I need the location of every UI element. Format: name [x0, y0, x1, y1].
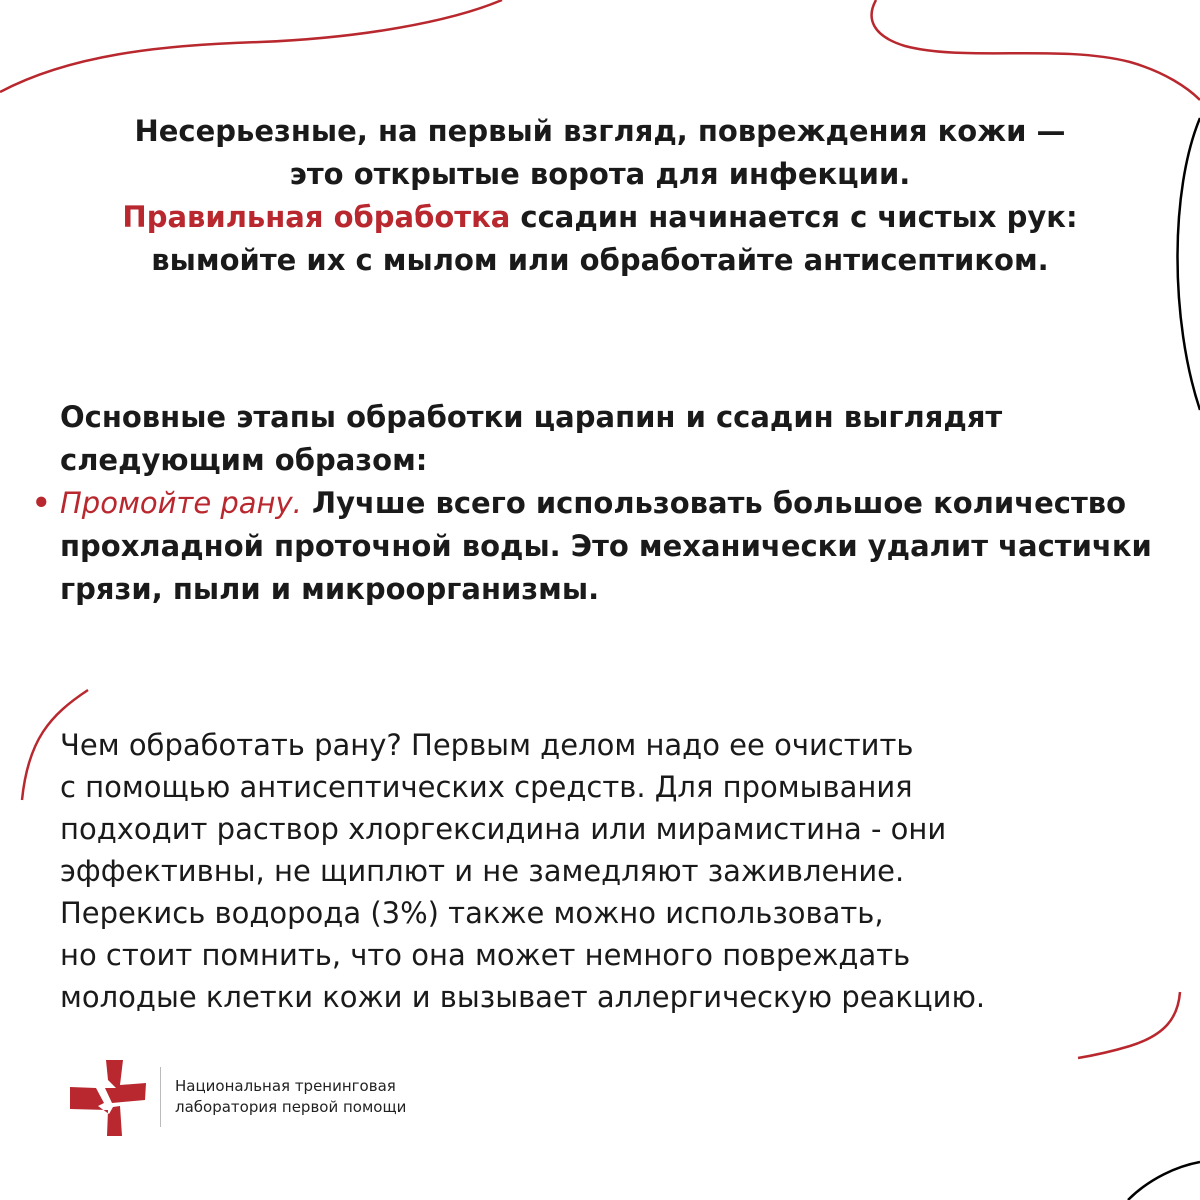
body-line-6: но стоит помнить, что она может немного повреждать — [60, 938, 911, 972]
intro-line-1: Несерьезные, на первый взгляд, повреждения кожи — — [134, 114, 1066, 148]
bullet-icon: • — [32, 486, 51, 520]
body-line-4: эффективны, не щиплют и не замедляют заживление. — [60, 854, 905, 888]
logo-line-2: лаборатория первой помощи — [175, 1098, 407, 1116]
top-right-red-curve — [872, 0, 1200, 100]
top-left-red-curve — [0, 0, 502, 92]
body-line-2: с помощью антисептических средств. Для промывания — [60, 770, 913, 804]
steps-list — [32, 482, 1170, 611]
intro-line-2: это открытые ворота для инфекции. — [289, 157, 911, 191]
red-cross-logo-icon — [68, 1058, 148, 1136]
logo-line-1: Национальная тренинговая — [175, 1077, 396, 1095]
bottom-right-black-curve — [1128, 1162, 1200, 1200]
organization-logo — [68, 1058, 406, 1136]
step-highlight: Промойте рану. — [60, 486, 302, 520]
intro-line-4: вымойте их с мылом или обработайте антисептиком. — [151, 243, 1049, 277]
right-black-curve — [1178, 118, 1200, 410]
intro-line-3-rest: ссадин начинается с чистых рук: — [510, 200, 1078, 234]
body-line-7: молодые клетки кожи и вызывает аллергическую реакцию. — [60, 980, 986, 1014]
body-line-3: подходит раствор хлоргексидина или мирамистина - они — [60, 812, 947, 846]
steps-title: Основные этапы обработки царапин и ссадин выглядят следующим образом: — [60, 400, 1003, 477]
body-line-1: Чем обработать рану? Первым делом надо ее очистить — [60, 728, 914, 762]
intro-line-3 — [70, 196, 1130, 239]
intro-highlight: Правильная обработка — [122, 200, 511, 234]
step-text: Лучше всего использовать большое количество прохладной проточной воды. Это механически удалит частички грязи, пыли и микроорганизмы. — [60, 486, 1152, 606]
intro-paragraph — [70, 110, 1130, 282]
antiseptic-paragraph — [60, 724, 1170, 1018]
steps-section — [32, 396, 1170, 611]
body-line-5: Перекись водорода (3%) также можно использовать, — [60, 896, 884, 930]
list-item — [32, 482, 1170, 611]
logo-text — [175, 1076, 406, 1118]
logo-divider — [160, 1067, 161, 1127]
